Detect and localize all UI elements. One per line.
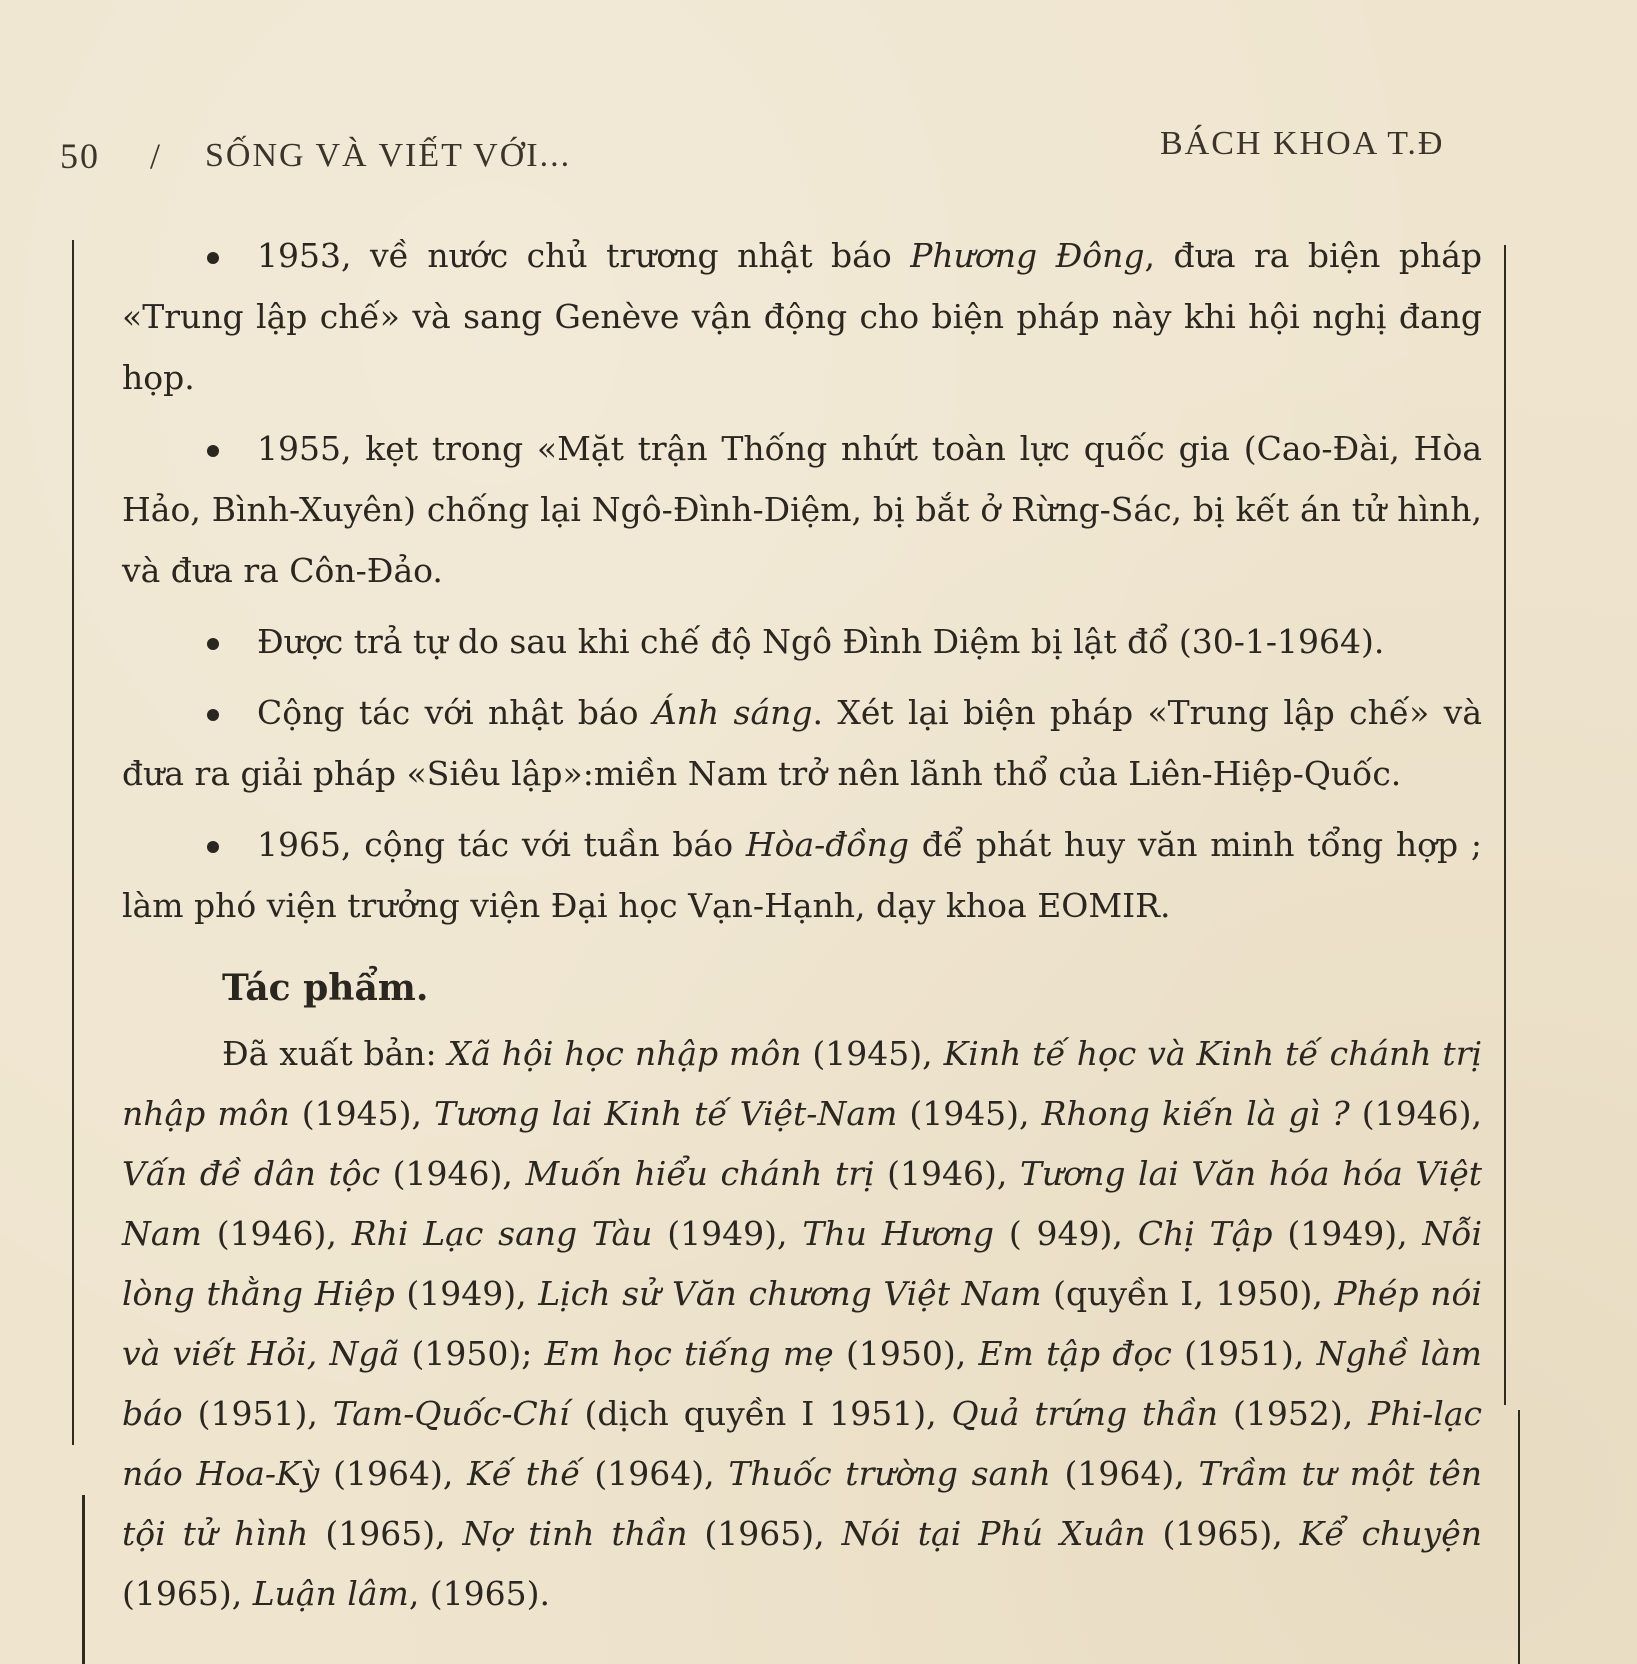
italic-title: Nợ tinh thần [462, 1514, 688, 1553]
biography-bullet-item [122, 814, 1482, 936]
italic-title: Kế thế [467, 1454, 581, 1493]
biography-bullet-item [122, 682, 1482, 804]
biography-bullet-item [122, 225, 1482, 408]
text-run: (1950); [399, 1334, 545, 1373]
italic-title: Trầm tư một tên tội tử hình [122, 1454, 1483, 1553]
bullet-dot-icon [207, 252, 219, 264]
italic-title: Thu Hương [802, 1214, 994, 1253]
text-run: (1965), [308, 1514, 463, 1553]
italic-title: Hòa-đồng [745, 825, 909, 864]
italic-title: Nghề làm báo [122, 1334, 1482, 1433]
italic-title: Em tập đọc [978, 1334, 1172, 1373]
text-run: (1952), [1218, 1394, 1369, 1433]
italic-title: Em học tiếng mẹ [544, 1334, 834, 1373]
italic-title: Lịch sử Văn chương Việt Nam [538, 1274, 1042, 1313]
italic-title: Vấn đề dân tộc [122, 1154, 381, 1193]
journal-name: BÁCH KHOA T.Đ [1160, 125, 1445, 162]
text-run: (1949), [394, 1274, 539, 1313]
text-run: 1953, về nước chủ trương nhật báo [257, 236, 911, 275]
italic-title: Rhong kiến là gì ? [1041, 1094, 1350, 1133]
text-run: (1951), [1171, 1334, 1317, 1373]
header-separator: / [150, 136, 163, 176]
text-run: (quyền I, 1950), [1041, 1274, 1335, 1313]
text-run: (1946), [201, 1214, 352, 1253]
bullet-dot-icon [207, 709, 219, 721]
italic-title: Kinh tế học và Kinh tế chánh trị nhập môn [122, 1034, 1483, 1133]
text-run: (1945), [897, 1094, 1042, 1133]
italic-title: Ánh sáng [652, 693, 813, 732]
text-run: Đã xuất bản: [222, 1034, 448, 1073]
biography-bullet-item [122, 611, 1482, 672]
text-run: (1946), [380, 1154, 526, 1193]
italic-title: Kể chuyện [1299, 1514, 1482, 1553]
biography-bullet-list [122, 225, 1482, 936]
italic-title: Quả trứng thần [951, 1394, 1219, 1433]
text-run: (1964), [319, 1454, 468, 1493]
text-run: , (1965). [408, 1574, 551, 1613]
italic-title: Tương lai Văn hóa hóa Việt Nam [122, 1154, 1483, 1253]
text-run: (1950), [833, 1334, 979, 1373]
italic-title: Chị Tập [1137, 1214, 1273, 1253]
italic-title: Nói tại Phú Xuân [841, 1514, 1146, 1553]
italic-title: Phi-lạc náo Hoa-Kỳ [122, 1394, 1483, 1493]
text-run: (1965), [122, 1574, 253, 1613]
running-title: SỐNG VÀ VIẾT VỚI... [205, 137, 572, 174]
italic-title: Luận lâm [252, 1574, 409, 1613]
text-run: 1965, cộng tác với tuần báo [257, 825, 746, 864]
page-number: 50 [60, 136, 100, 176]
biography-bullet-item [122, 418, 1482, 601]
italic-title: Tương lai Kinh tế Việt-Nam [434, 1094, 898, 1133]
text-run: 1955, kẹt trong «Mặt trận Thống nhứt toàn lực quốc gia (Cao-Đài, Hòa Hảo, Bình-Xuyên) chống lại Ngô-Đình-Diệm, bị bắt ở Rừng-Sác, bị kết án tử hình, và đưa ra Côn-Đảo. [122, 429, 1482, 590]
bullet-dot-icon [207, 445, 219, 457]
text-run: (1946), [1349, 1094, 1482, 1133]
section-heading: Tác phẩm. [222, 967, 429, 1009]
italic-title: Tam-Quốc-Chí [332, 1394, 570, 1433]
frame-rule-left-lower [82, 1495, 85, 1664]
frame-rule-right-lower [1518, 1410, 1520, 1664]
text-run: (1951), [182, 1394, 333, 1433]
text-run: (1965), [1145, 1514, 1300, 1553]
text-run: (1965), [687, 1514, 842, 1553]
text-run: . Xét lại biện pháp «Trung lập chế» và đưa ra giải pháp «Siêu lập»:miền Nam trở nên lãnh thổ của Liên-Hiệp-Quốc. [122, 693, 1482, 793]
italic-title: Phương Đông [910, 236, 1145, 275]
italic-title: Thuốc trường sanh [728, 1454, 1051, 1493]
article-body [122, 225, 1482, 1624]
text-run: (1949), [1272, 1214, 1423, 1253]
frame-rule-right [1504, 245, 1506, 1405]
text-run: ( 949), [993, 1214, 1138, 1253]
bullet-dot-icon [207, 638, 219, 650]
italic-title: Nỗi lòng thằng Hiệp [122, 1214, 1483, 1313]
text-run: , đưa ra biện pháp «Trung lập chế» và sang Genève vận động cho biện pháp này khi hội nghị đang họp. [122, 236, 1482, 397]
text-run: (1945), [801, 1034, 944, 1073]
text-run: để phát huy văn minh tổng hợp ; làm phó viện trưởng viện Đại học Vạn-Hạnh, dạy khoa EOMIR. [122, 825, 1482, 925]
text-run: (1946), [874, 1154, 1020, 1193]
text-run: (1949), [652, 1214, 803, 1253]
frame-rule-left [72, 240, 74, 1445]
page-header [60, 125, 1510, 185]
text-run: (1964), [580, 1454, 729, 1493]
italic-title: Muốn hiểu chánh trị [525, 1154, 875, 1193]
text-run: (dịch quyền I 1951), [569, 1394, 952, 1433]
text-run: Cộng tác với nhật báo [257, 693, 653, 732]
text-run: Được trả tự do sau khi chế độ Ngô Đình Diệm bị lật đổ (30-1-1964). [257, 622, 1385, 661]
italic-title: Phép nói và viết Hỏi, Ngã [122, 1274, 1482, 1373]
text-run: (1945), [289, 1094, 435, 1133]
italic-title: Rhi Lạc sang Tàu [351, 1214, 653, 1253]
italic-title: Xã hội học nhập môn [447, 1034, 802, 1073]
text-run: (1964), [1050, 1454, 1199, 1493]
works-paragraph [122, 1024, 1482, 1624]
bullet-dot-icon [207, 841, 219, 853]
